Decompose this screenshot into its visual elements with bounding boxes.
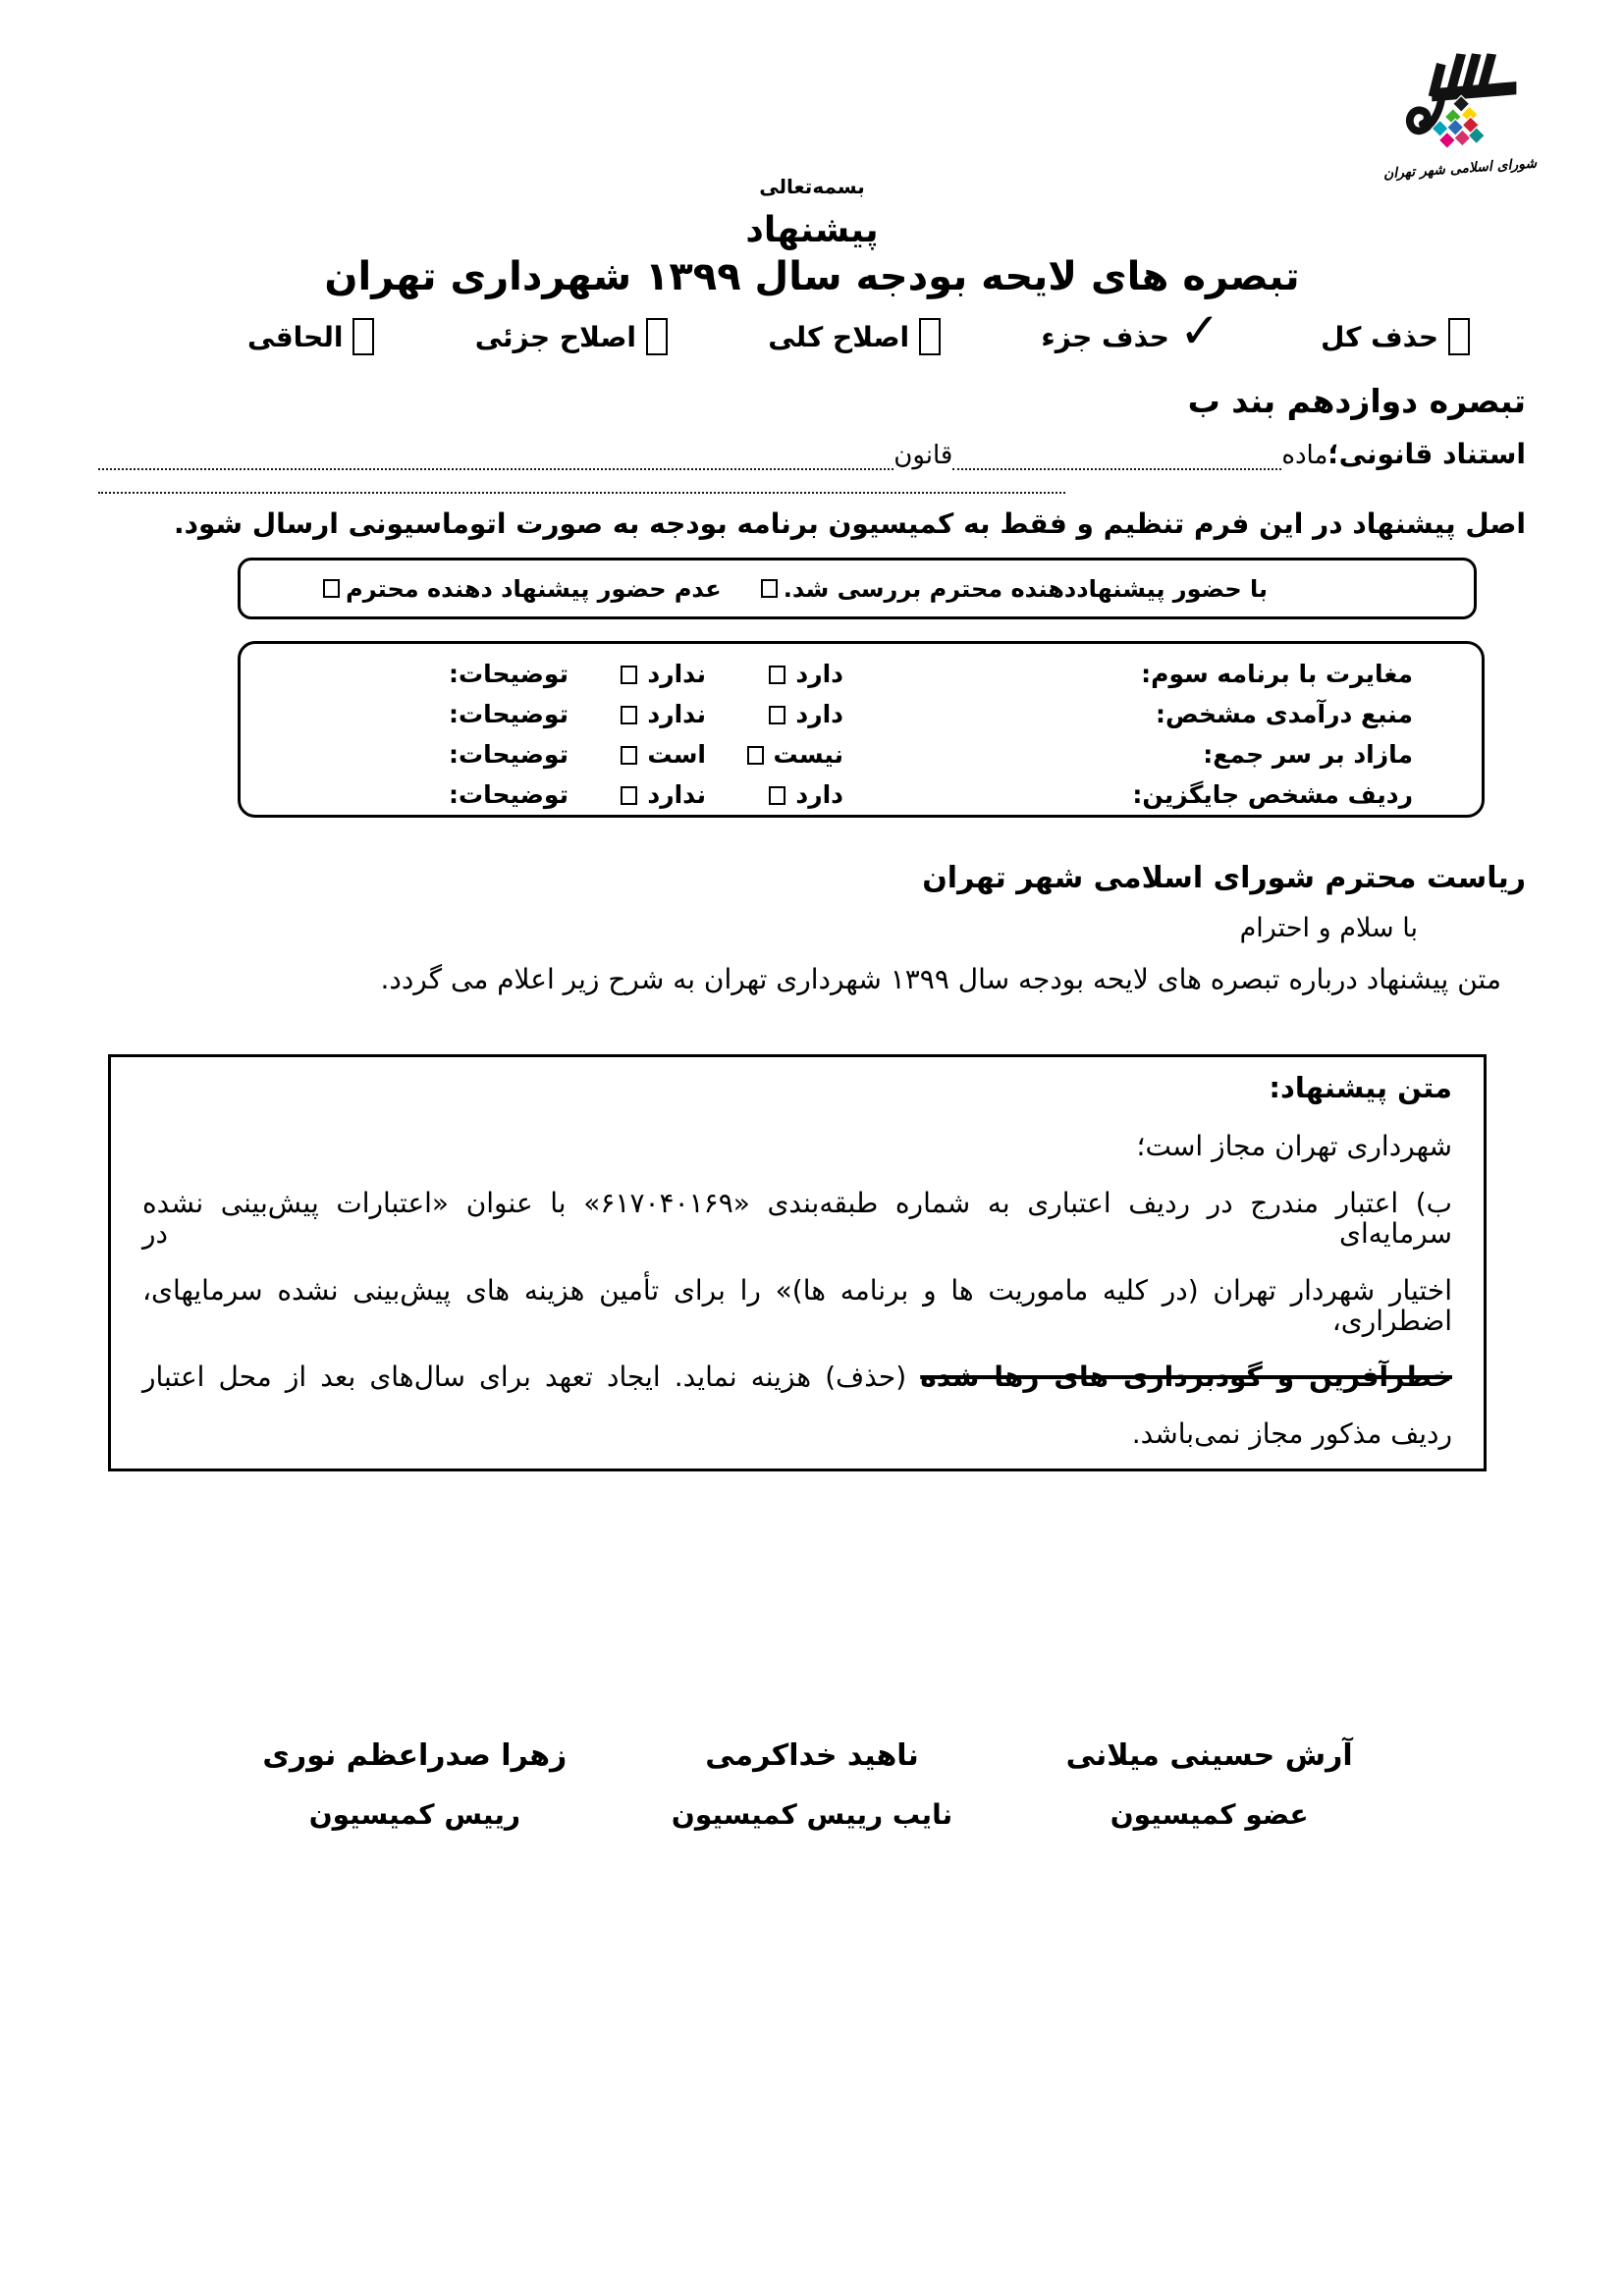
council-logo-mark (1401, 51, 1519, 159)
notes-label: توضیحات: (449, 660, 568, 688)
checkbox-eslah-jozi[interactable] (646, 318, 668, 355)
criteria-option-1: دارد (706, 780, 843, 809)
checkbox-with-presence[interactable] (761, 579, 778, 598)
proposal-text-box (108, 1054, 1487, 1471)
criteria-row-income-source (241, 694, 1413, 734)
notes-label: توضیحات: (449, 780, 568, 809)
option-hazf-joz (1041, 302, 1220, 359)
article-word: ماده (1281, 441, 1328, 470)
proposal-line-4: ردیف مذکور مجاز نمی‌باشد. (1131, 1416, 1452, 1450)
option-label: اصلاح جزئی (474, 320, 636, 353)
criteria-option-2: ندارد (568, 660, 706, 688)
bismillah-text: بسمه‌تعالی (759, 175, 865, 198)
reviewed-without-presence-label: عدم حضور پیشنهاد دهنده محترم (346, 574, 722, 603)
reviewed-with-presence-label: با حضور پیشنهاددهنده محترم بررسی شد. (783, 574, 1268, 603)
intro-text: متن پیشنهاد درباره تبصره های لایحه بودجه سال ۱۳۹۹ شهرداری تهران به شرح زیر اعلام می گردد. (380, 963, 1501, 995)
criteria-option-1: دارد (706, 700, 843, 728)
submission-notice: اصل پیشنهاد در این فرم تنظیم و فقط به کمیسیون برنامه بودجه به صورت اتوماسیونی ارسال شود. (173, 507, 1526, 540)
criteria-box (238, 641, 1485, 818)
section-title: تبصره دوازدهم بند ب (1187, 382, 1526, 420)
criteria-row-replacement-line (241, 774, 1413, 815)
option-label: حذف جزء (1041, 320, 1169, 353)
signer-role: رییس کمیسیون (308, 1798, 520, 1832)
law-blank-field-continuation[interactable] (98, 472, 1065, 494)
checkbox-has-not[interactable] (621, 706, 637, 724)
signer-role: عضو کمیسیون (1110, 1798, 1309, 1832)
proposal-lead-line: شهرداری تهران مجاز است؛ (1136, 1130, 1452, 1162)
criteria-label: ردیف مشخص جایگزین: (1132, 780, 1413, 809)
notes-label: توضیحات: (449, 740, 568, 769)
criteria-label: منبع درآمدی مشخص: (1155, 700, 1413, 728)
option-label: اصلاح کلی (768, 320, 910, 353)
option-elhaghi (247, 318, 374, 355)
criteria-option-2: ندارد (568, 700, 706, 728)
council-logo-name: شورای اسلامی شهر تهران (1382, 155, 1538, 183)
checkbox-elhaghi[interactable] (352, 318, 374, 355)
option-eslah-jozi (475, 318, 668, 355)
amendment-type-options-row (247, 302, 1470, 359)
proposal-line-3 (142, 1362, 1452, 1392)
review-status-box (238, 558, 1477, 619)
criteria-label: مغایرت با برنامه سوم: (1141, 660, 1413, 688)
option-hazf-kol (1321, 318, 1470, 355)
legal-reference-label: استناد قانونی؛ (1327, 438, 1526, 470)
checkbox-eslah-kolli[interactable] (919, 318, 941, 355)
criteria-option-1: دارد (706, 660, 843, 688)
option-label: حذف کل (1321, 320, 1438, 353)
checkbox-is[interactable] (621, 746, 637, 765)
checkbox-has[interactable] (769, 786, 785, 805)
criteria-option-1: نیست (706, 740, 843, 769)
criteria-row-total-surplus (241, 734, 1413, 774)
checkbox-hazf-kol[interactable] (1448, 318, 1470, 355)
criteria-option-2: است (568, 740, 706, 769)
proposal-line-1: ب) اعتبار مندرج در ردیف اعتباری به شماره طبقه‌بندی «۶۱۷۰۴۰۱۶۹» با عنوان «اعتبارات پیش‌بینی نشده سرمایه‌ای در (142, 1187, 1453, 1251)
addressee-heading: ریاست محترم شورای اسلامی شهر تهران (922, 861, 1526, 895)
criteria-label: مازاد بر سر جمع: (1203, 740, 1413, 769)
option-label: الحاقی (247, 320, 344, 353)
criteria-option-2: ندارد (568, 780, 706, 809)
document-type-heading: پیشنهاد (745, 210, 879, 250)
checkbox-has-not[interactable] (621, 666, 637, 684)
notes-label: توضیحات: (449, 700, 568, 728)
checkbox-has-not[interactable] (621, 786, 637, 805)
signer-role: نایب رییس کمیسیون (671, 1798, 953, 1832)
checkbox-without-presence[interactable] (323, 579, 340, 598)
greeting-text: با سلام و احترام (1239, 913, 1418, 943)
struck-deleted-text: خطرآفرین و گودبرداری های رها شده (920, 1361, 1452, 1394)
proposal-line-2: اختیار شهردار تهران (در کلیه ماموریت ها و برنامه ها)» را برای تأمین هزینه های پیش‌بینی نشده سرمایهای، اضطراری، (142, 1273, 1452, 1338)
criteria-row-program-conflict (241, 654, 1413, 694)
checkbox-has[interactable] (769, 666, 785, 684)
checkbox-is-not[interactable] (747, 746, 764, 765)
proposal-text-heading: متن پیشنهاد: (1269, 1071, 1452, 1104)
law-word: قانون (893, 441, 953, 470)
legal-reference-line (98, 438, 1526, 470)
article-blank-field[interactable] (952, 449, 1281, 470)
signer-name: آرش حسینی میلانی (1065, 1738, 1353, 1774)
signer-name: ناهید خداکرمی (705, 1738, 919, 1774)
proposal-line-3-rest: (حذف) هزینه نماید. ایجاد تعهد برای سال‌های بعد از محل اعتبار (142, 1361, 907, 1394)
signer-name: زهرا صدراعظم نوری (262, 1738, 568, 1774)
signatures-row (216, 1738, 1408, 1831)
council-logo (1357, 51, 1563, 183)
law-blank-field[interactable] (98, 449, 893, 470)
option-eslah-kolli (768, 318, 941, 355)
checkbox-has[interactable] (769, 706, 785, 724)
page-title: تبصره های لایحه بودجه سال ۱۳۹۹ شهرداری تهران (324, 254, 1300, 299)
checkmark-icon[interactable]: ✓ (1178, 302, 1220, 359)
